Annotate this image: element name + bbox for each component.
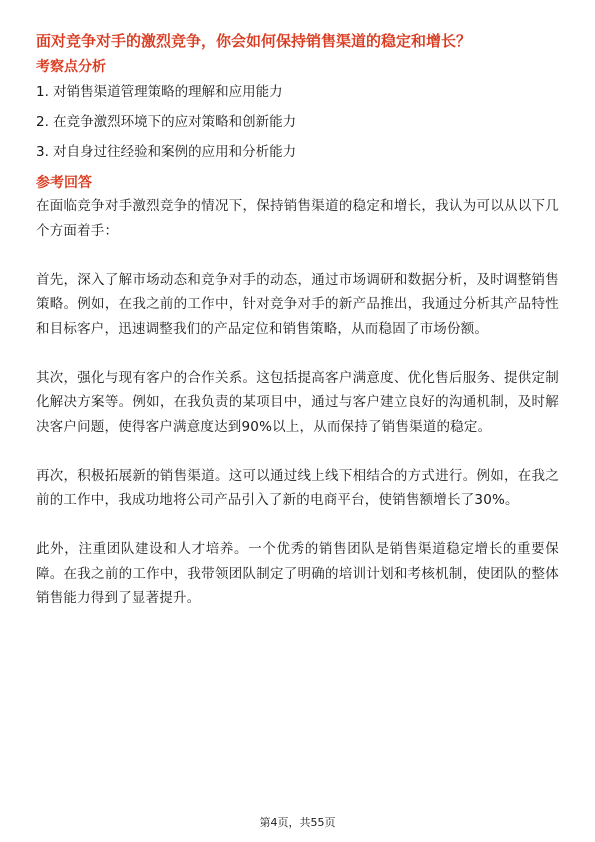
document-page [36, 30, 559, 611]
page-number: 第4页，共55页 [259, 816, 336, 829]
analysis-point: 2. 在竞争激烈环境下的应对策略和创新能力 [36, 114, 297, 130]
answer-paragraph: 再次，积极拓展新的销售渠道。这可以通过线上线下相结合的方式进行。例如，在我之前的工作中，我成功地将公司产品引入了新的电商平台，使销售额增长了30%。 [36, 467, 559, 508]
answer-body [36, 194, 559, 611]
answer-paragraph: 在面临竞争对手激烈竞争的情况下，保持销售渠道的稳定和增长，我认为可以从以下几个方面着手： [36, 198, 559, 239]
answer-title: 参考回答 [36, 175, 92, 191]
answer-paragraph: 其次，强化与现有客户的合作关系。这包括提高客户满意度、优化售后服务、提供定制化解决方案等。例如，在我负责的某项目中，通过与客户建立良好的沟通机制，及时解决客户问题，使得客户满意度达到90%以上，从而保持了销售渠道的稳定。 [36, 369, 559, 435]
analysis-title: 考察点分析 [36, 59, 106, 75]
analysis-point: 3. 对自身过往经验和案例的应用和分析能力 [36, 144, 297, 160]
answer-paragraph: 此外，注重团队建设和人才培养。一个优秀的销售团队是销售渠道稳定增长的重要保障。在我之前的工作中，我带领团队制定了明确的培训计划和考核机制，使团队的整体销售能力得到了显著提升。 [36, 541, 559, 606]
question-heading: 面对竞争对手的激烈竞争，你会如何保持销售渠道的稳定和增长？ [36, 32, 472, 50]
answer-paragraph: 首先，深入了解市场动态和竞争对手的动态，通过市场调研和数据分析，及时调整销售策略。例如，在我之前的工作中，针对竞争对手的新产品推出，我通过分析其产品特性和目标客户，迅速调整我们的产品定位和销售策略，从而稳固了市场份额。 [36, 271, 559, 337]
analysis-point: 1. 对销售渠道管理策略的理解和应用能力 [36, 84, 283, 100]
analysis-points [36, 82, 559, 163]
